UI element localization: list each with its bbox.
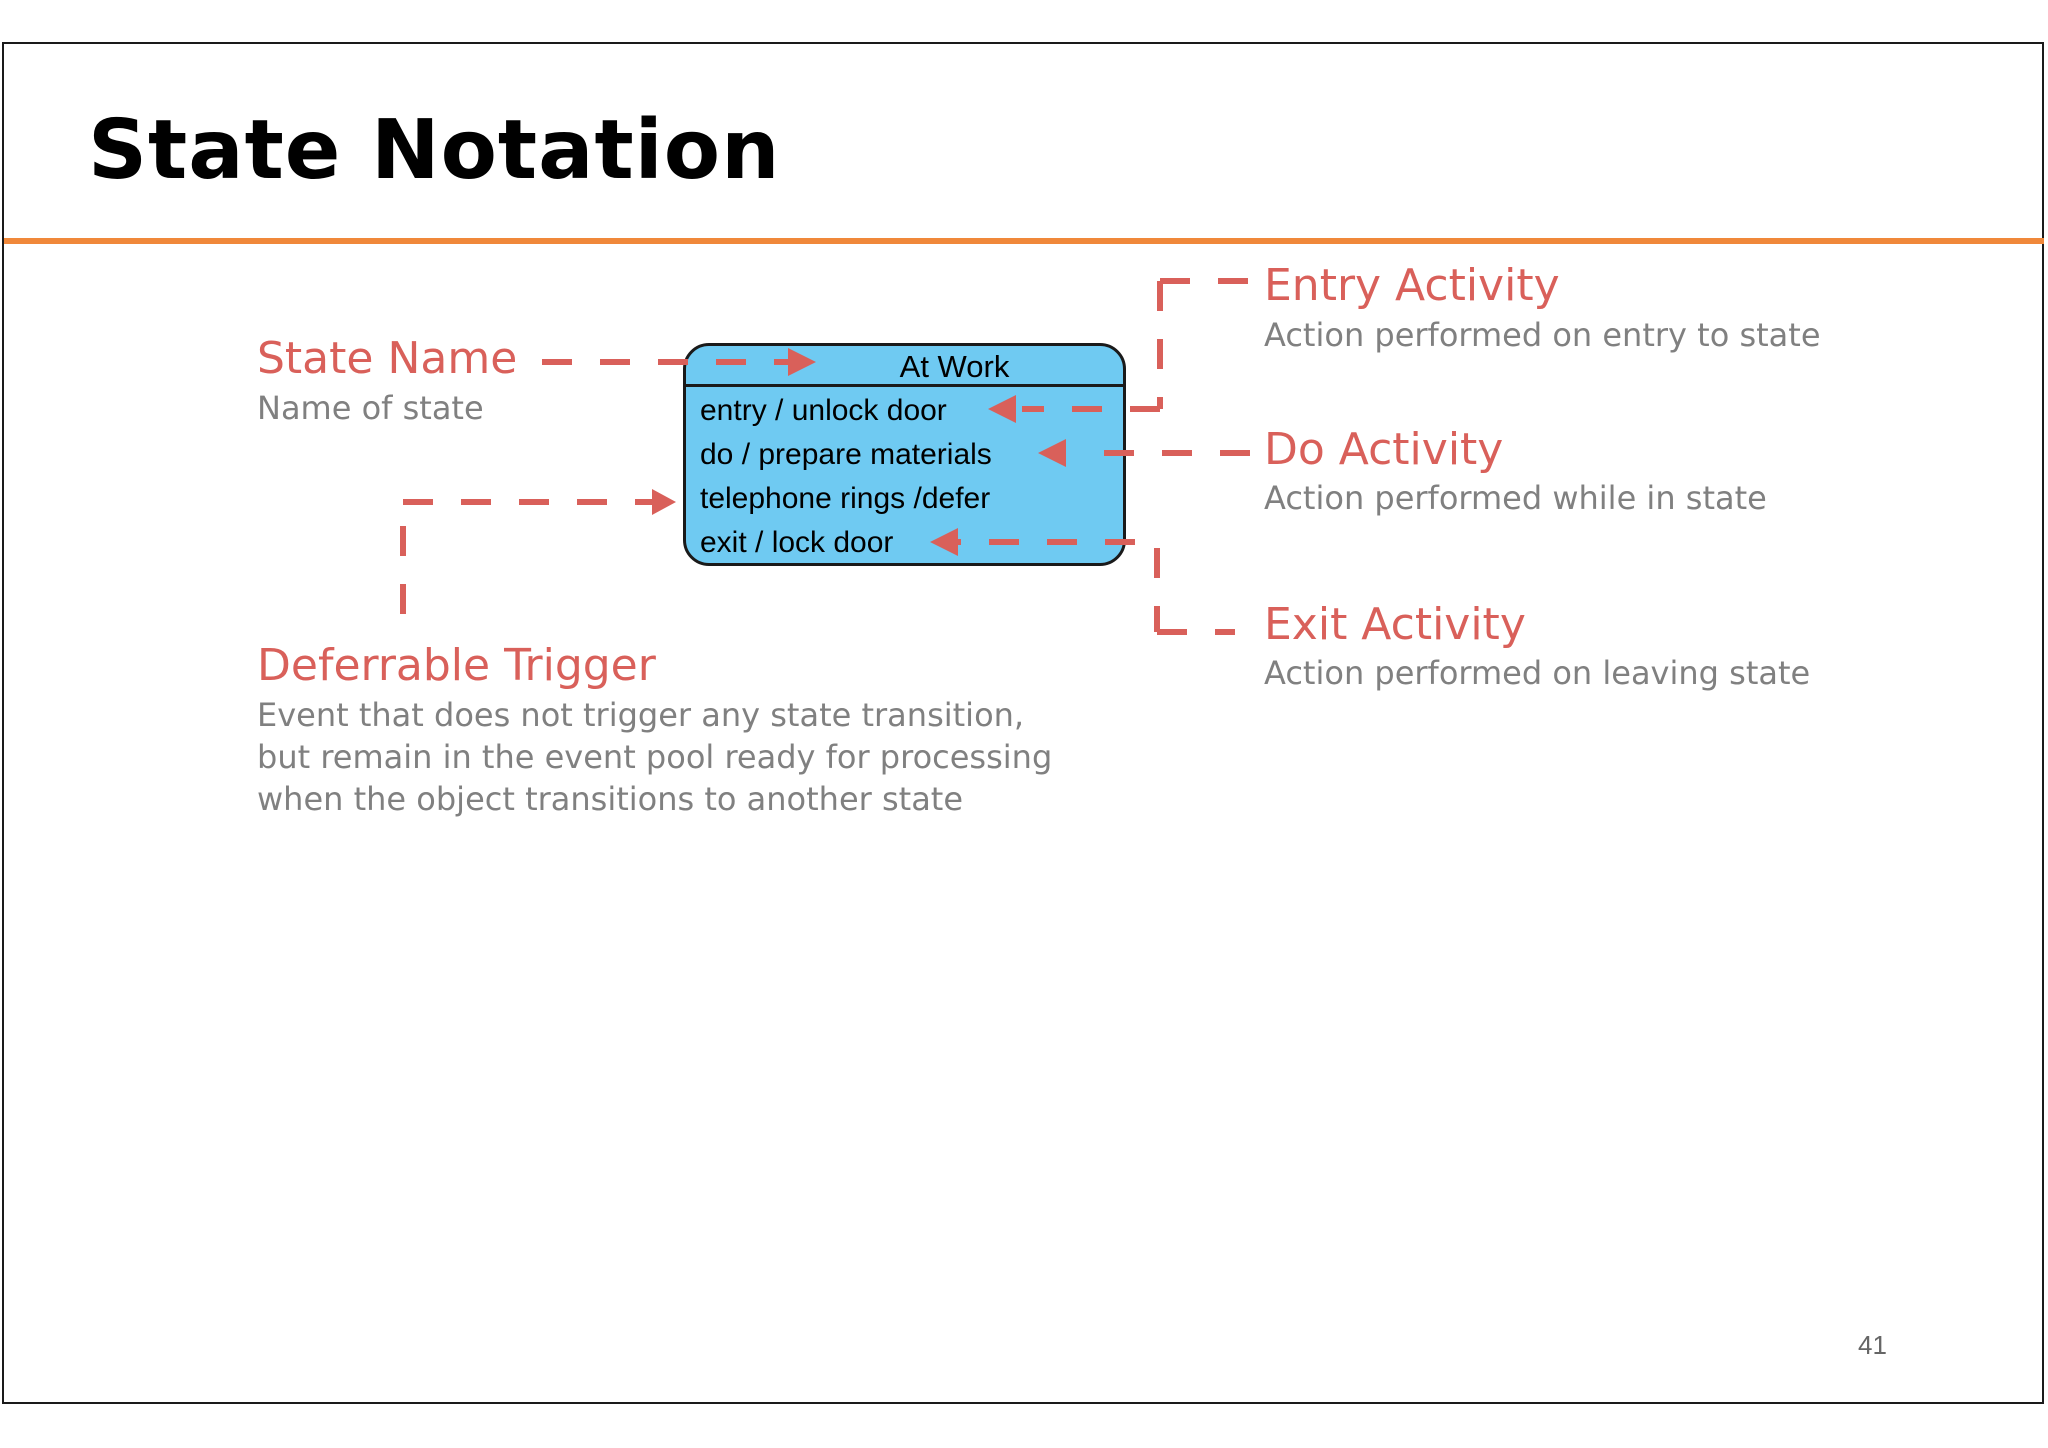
state-entry-row: entry / unlock door [700,394,947,427]
slide-title: State Notation [88,103,781,198]
deferred-arrowhead-icon [652,489,676,515]
exit-arrowhead-icon [930,528,958,556]
exit-activity-desc: Action performed on leaving state [1264,654,1811,692]
deferrable-trigger-label: Deferrable Trigger [257,640,656,691]
deferrable-trigger-desc-line-1: Event that does not trigger any state transition, [257,696,1025,734]
deferrable-trigger-desc-line-2: but remain in the event pool ready for processing [257,738,1053,776]
entry-activity-desc: Action performed on entry to state [1264,316,1821,354]
entry-activity-label: Entry Activity [1264,260,1560,311]
state-deferred-row: telephone rings /defer [700,482,991,515]
state-name-arrowhead-icon [788,348,816,376]
page-number: 41 [1858,1330,1887,1360]
do-activity-label: Do Activity [1264,424,1504,475]
state-name-desc: Name of state [257,389,484,427]
state-do-row: do / prepare materials [700,438,992,471]
exit-activity-label: Exit Activity [1264,599,1526,650]
do-activity-desc: Action performed while in state [1264,479,1767,517]
state-name: At Work [686,346,1123,387]
do-arrowhead-icon [1038,439,1066,467]
state-name-label: State Name [257,333,518,384]
state-exit-row: exit / lock door [700,526,894,559]
deferrable-trigger-desc-line-3: when the object transitions to another state [257,780,964,818]
entry-arrowhead-icon [988,395,1016,423]
